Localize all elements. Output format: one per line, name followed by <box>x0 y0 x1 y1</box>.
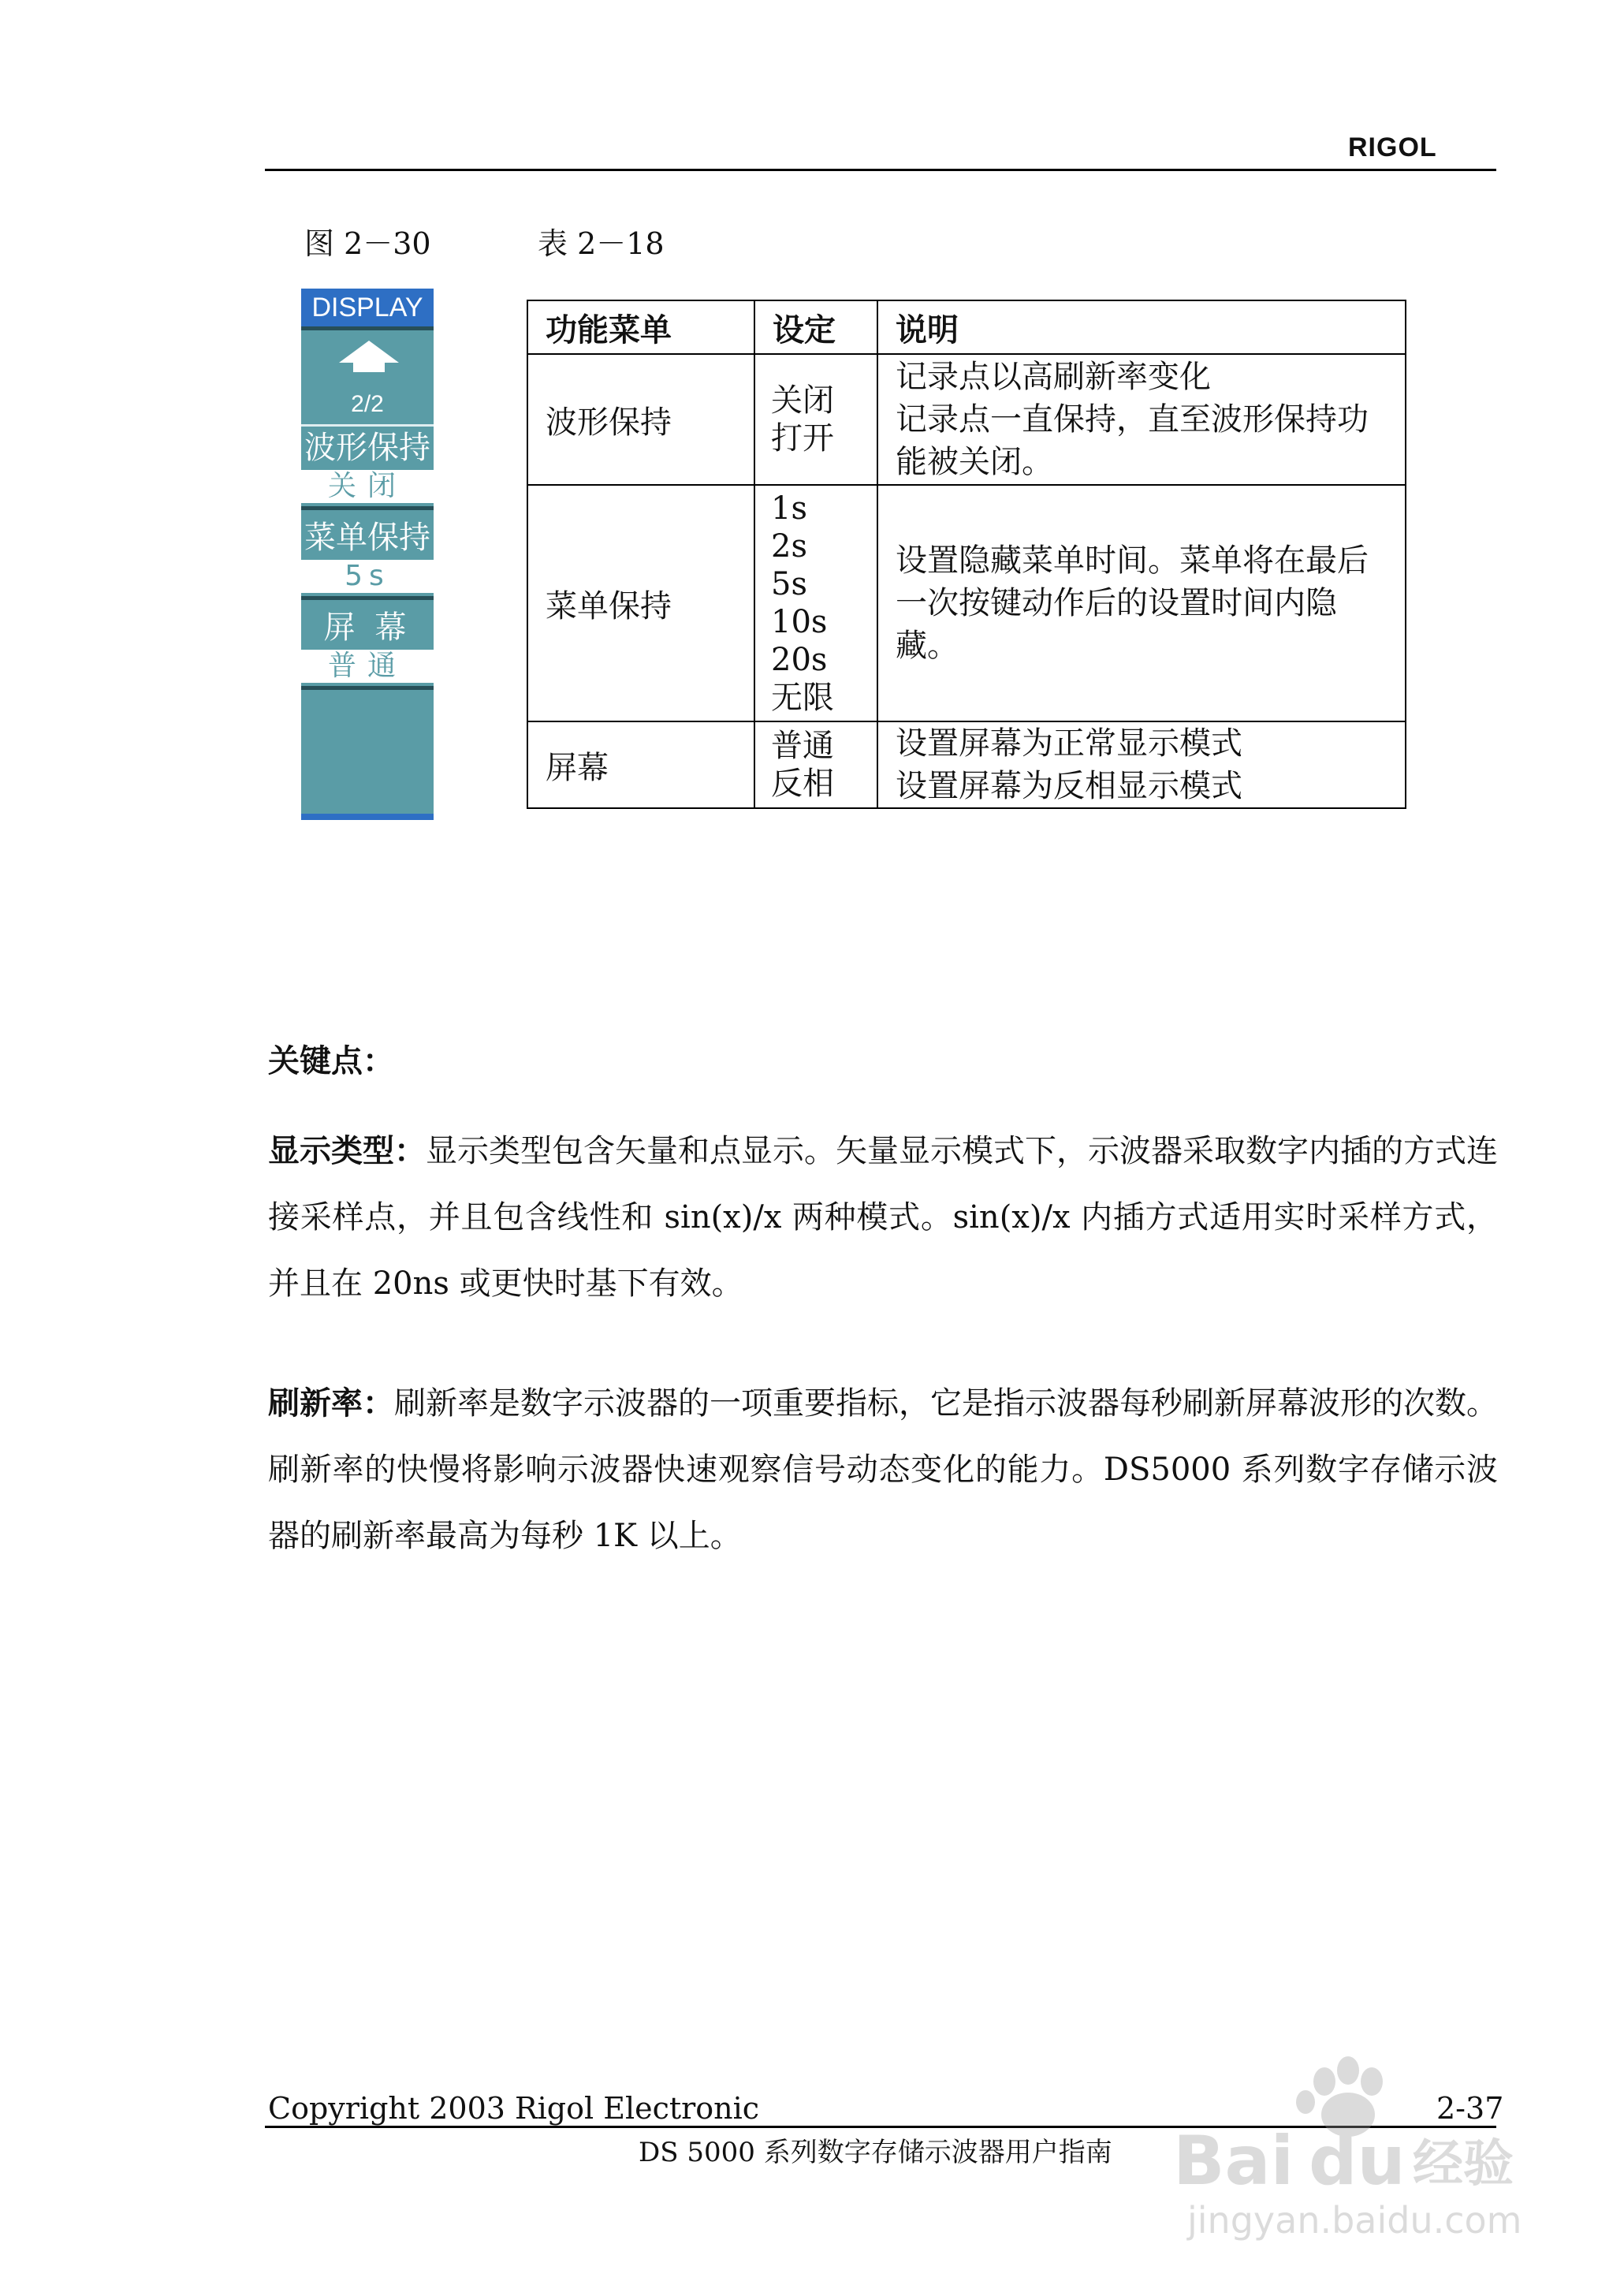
table-caption: 表 2－18 <box>538 226 665 261</box>
menu-separator <box>301 424 434 427</box>
page-up-arrow-icon[interactable] <box>337 339 400 374</box>
setting-value: 打开 <box>771 420 834 457</box>
table-header-cell: 说明 <box>877 300 1406 354</box>
table-header-cell: 设定 <box>754 300 877 354</box>
setting-value: 10s <box>771 604 828 640</box>
menu-item-screen-label[interactable]: 屏 幕 <box>323 609 412 646</box>
setting-value: 反相 <box>771 766 834 802</box>
table-cell-menu: 屏幕 <box>527 721 754 808</box>
table-cell-settings <box>754 354 877 485</box>
paragraph-text: 刷新率是数字示波器的一项重要指标，它是指示波器每秒刷新屏幕波形的次数。刷新率的快慢将影响示波器快速观察信号动态变化的能力。DS5000 系列数字存储示波器的刷新率最高为每秒 1K 以上。 <box>268 1385 1498 1554</box>
table-cell-description <box>877 485 1406 721</box>
menu-separator <box>301 686 434 690</box>
description-text: 设置屏幕为正常显示模式 <box>896 725 1242 762</box>
setting-value: 无限 <box>771 680 834 716</box>
menu-item-menu-hold-label[interactable]: 菜单保持 <box>304 520 430 556</box>
display-menu-table <box>527 300 1406 809</box>
table-cell-menu: 波形保持 <box>527 354 754 485</box>
setting-value: 5s <box>771 566 807 602</box>
baidu-watermark-logo <box>1159 2050 1537 2247</box>
setting-value: 普通 <box>771 728 834 764</box>
menu-item-waveform-hold-value[interactable]: 关闭 <box>301 470 434 503</box>
paragraph-term: 刷新率： <box>268 1385 394 1422</box>
setting-value: 2s <box>771 528 807 565</box>
description-text: 设置隐藏菜单时间。菜单将在最后一次按键动作后的设置时间内隐藏。 <box>896 542 1369 664</box>
svg-text:du: du <box>1309 2122 1406 2201</box>
svg-text:jingyan.baidu.com: jingyan.baidu.com <box>1187 2199 1522 2242</box>
header-rule <box>265 169 1496 171</box>
setting-value: 1s <box>771 490 807 527</box>
menu-item-screen-value[interactable]: 普通 <box>301 650 434 683</box>
brand-logo-text: RIGOL <box>1348 132 1437 162</box>
menu-separator <box>301 326 434 330</box>
menu-page-indicator: 2/2 <box>351 391 384 417</box>
menu-item-waveform-hold-label[interactable]: 波形保持 <box>304 430 430 466</box>
table-header-cell: 功能菜单 <box>527 300 754 354</box>
description-text: 记录点以高刷新率变化 <box>896 359 1211 395</box>
table-row <box>527 721 1406 808</box>
table-row <box>527 354 1406 485</box>
figure-caption: 图 2－30 <box>304 226 431 261</box>
table-cell-settings <box>754 485 877 721</box>
key-points-heading: 关键点： <box>268 1043 394 1079</box>
menu-title: DISPLAY <box>301 289 434 326</box>
paragraph-display-type <box>268 1118 1498 1317</box>
table-cell-description <box>877 354 1406 485</box>
table-cell-description <box>877 721 1406 808</box>
setting-value: 关闭 <box>771 382 834 419</box>
menu-item-menu-hold-value[interactable]: 5s <box>301 560 434 593</box>
menu-separator <box>301 506 434 510</box>
menu-bottom-bar <box>301 814 434 820</box>
footer-manual-title: DS 5000 系列数字存储示波器用户指南 <box>639 2137 1112 2168</box>
display-menu-panel <box>301 289 434 820</box>
svg-text:Bai: Bai <box>1173 2122 1294 2201</box>
table-cell-settings <box>754 721 877 808</box>
menu-separator <box>301 596 434 600</box>
paragraph-text: 显示类型包含矢量和点显示。矢量显示模式下，示波器采取数字内插的方式连接采样点，并且包含线性和 sin(x)/x 两种模式。sin(x)/x 内插方式适用实时采样方式，并且在 20ns 或更快时基下有效。 <box>268 1133 1498 1302</box>
setting-value: 20s <box>771 642 828 678</box>
svg-text:经验: 经验 <box>1413 2135 1514 2194</box>
description-text: 记录点一直保持，直至波形保持功能被关闭。 <box>896 401 1369 480</box>
description-text: 设置屏幕为反相显示模式 <box>896 768 1242 804</box>
table-header-row <box>527 300 1406 354</box>
paragraph-term: 显示类型： <box>268 1133 426 1169</box>
table-cell-menu: 菜单保持 <box>527 485 754 721</box>
paragraph-refresh-rate <box>268 1370 1498 1569</box>
footer-page-number: 2-37 <box>1436 2091 1504 2126</box>
table-row <box>527 485 1406 721</box>
footer-copyright: Copyright 2003 Rigol Electronic <box>268 2091 760 2126</box>
